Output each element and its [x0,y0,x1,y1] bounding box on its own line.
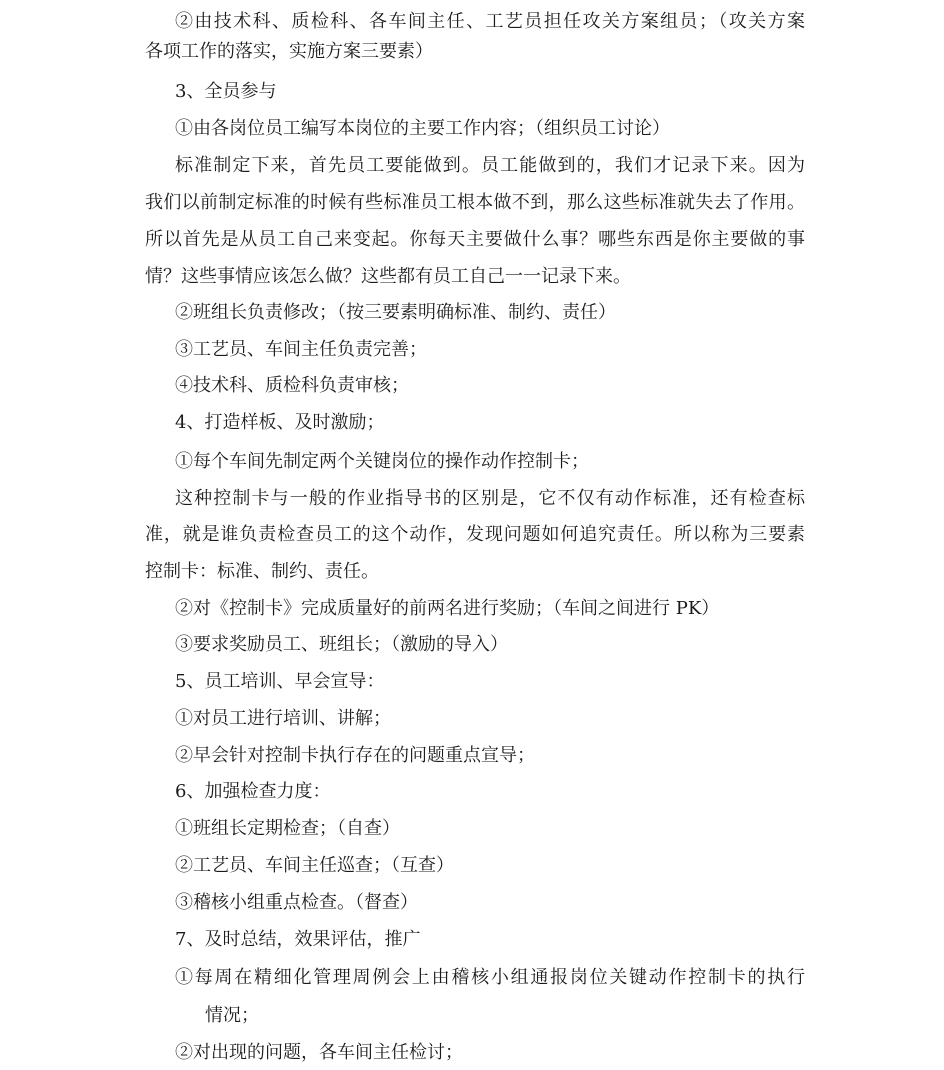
section-heading: 6、加强检查力度： [175,781,331,802]
text-line: 情况； [205,1005,259,1026]
section-heading: 4、打造样板、及时激励； [175,412,385,433]
text-line: 各项工作的落实，实施方案三要素） [145,41,433,62]
text-line: ③要求奖励员工、班组长；（激励的导入） [175,634,508,655]
text-line: ①由各岗位员工编写本岗位的主要工作内容；（组织员工讨论） [175,118,670,139]
section-heading: 5、员工培训、早会宣导： [175,671,385,692]
text-line: 控制卡：标准、制约、责任。 [145,561,379,582]
text-line: 我们以前制定标准的时候有些标准员工根本做不到，那么这些标准就失去了作用。 [145,192,805,213]
text-line: ②工艺员、车间主任巡查；（互查） [175,855,454,876]
text-line: 准，就是谁负责检查员工的这个动作，发现问题如何追究责任。所以称为三要素 [145,524,805,545]
text-line: 情？这些事情应该怎么做？这些都有员工自己一一记录下来。 [145,266,631,287]
text-line: ①对员工进行培训、讲解； [175,708,391,729]
text-line: ③稽核小组重点检查。（督查） [175,892,418,913]
text-line: ②由技术科、质检科、各车间主任、工艺员担任攻关方案组员；（攻关方案 [175,11,805,32]
text-line: ①每个车间先制定两个关键岗位的操作动作控制卡； [175,451,589,472]
section-heading: 7、及时总结，效果评估，推广 [175,929,421,950]
text-line: ①班组长定期检查；（自查） [175,818,400,839]
text-line: ②早会针对控制卡执行存在的问题重点宣导； [175,745,535,766]
text-line: ①每周在精细化管理周例会上由稽核小组通报岗位关键动作控制卡的执行 [175,967,805,988]
text-line: ②对《控制卡》完成质量好的前两名进行奖励；（车间之间进行 PK） [175,598,720,619]
text-line: 这种控制卡与一般的作业指导书的区别是，它不仅有动作标准，还有检查标 [175,488,805,509]
text-line: ③工艺员、车间主任负责完善； [175,339,427,360]
section-heading: 3、全员参与 [175,81,277,102]
text-line: ②对出现的问题，各车间主任检讨； [175,1042,463,1063]
text-line: ②班组长负责修改；（按三要素明确标准、制约、责任） [175,302,616,323]
text-line: 所以首先是从员工自己来变起。你每天主要做什么事？哪些东西是你主要做的事 [145,229,805,250]
text-line: ④技术科、质检科负责审核； [175,375,409,396]
text-line: 标准制定下来，首先员工要能做到。员工能做到的，我们才记录下来。因为 [175,155,805,176]
